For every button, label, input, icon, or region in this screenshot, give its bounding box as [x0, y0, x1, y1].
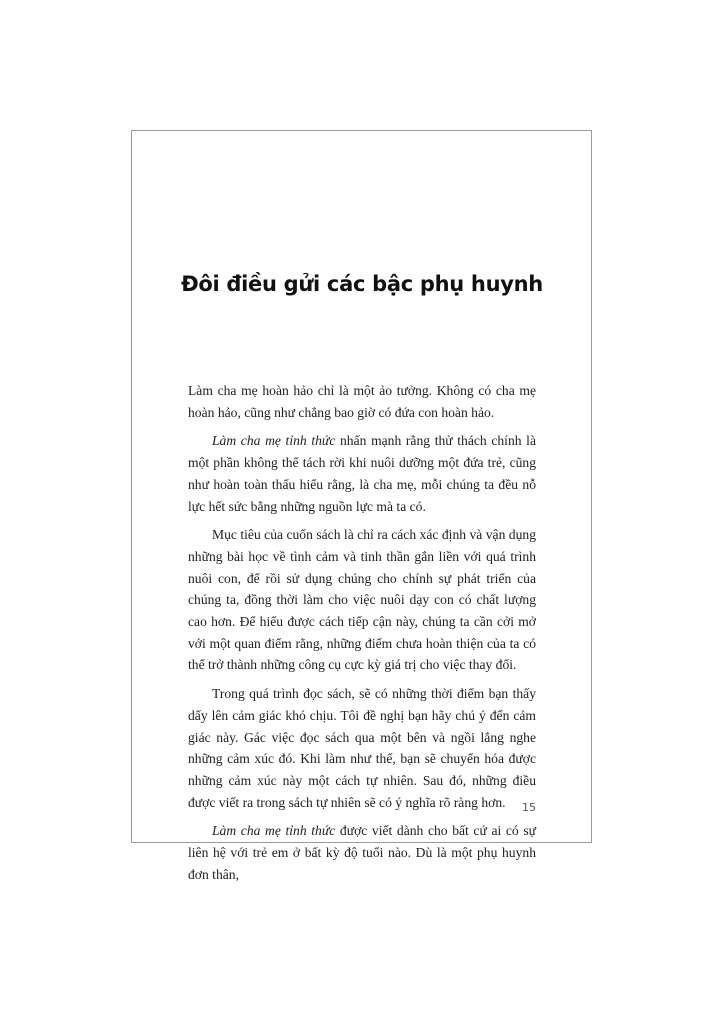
paragraph-5-text: được viết dành cho bất cứ ai có sự liên hệ với trẻ em ở bất kỳ độ tuổi nào. Dù là một phụ huynh đơn thân, [188, 823, 536, 882]
chapter-title: Đôi điều gửi các bậc phụ huynh [181, 272, 543, 296]
paragraph-4-text: Trong quá trình đọc sách, sẽ có những thời điểm bạn thấy dấy lên cảm giác khó chịu. Tôi đề nghị bạn hãy chú ý đến cảm giác này. Gác việc đọc sách qua một bên và ngồi lắng nghe những cảm xúc đó. Khi làm như thế, bạn sẽ chuyển hóa được những cảm xúc này một cách tự nhiên. Sau đó, những điều được viết ra trong sách tự nhiên sẽ có ý nghĩa rõ ràng hơn. [188, 686, 536, 810]
paragraph-1 [188, 380, 536, 423]
paragraph-3 [188, 524, 536, 676]
paragraph-1-text: Làm cha mẹ hoàn hảo chỉ là một ảo tưởng. Không có cha mẹ hoàn hảo, cũng như chẳng bao giờ có đứa con hoàn hảo. [188, 383, 536, 420]
book-title-italic: Làm cha mẹ tỉnh thức [212, 433, 336, 449]
paragraph-5 [188, 820, 536, 885]
page-number: 15 [522, 801, 536, 814]
paragraph-4 [188, 683, 536, 813]
paragraph-2 [188, 430, 536, 517]
paragraph-3-text: Mục tiêu của cuốn sách là chỉ ra cách xác định và vận dụng những bài học về tình cảm và tinh thần gắn liền với quá trình nuôi con, để rồi sử dụng chúng cho chính sự phát triển của chúng ta, đồng thời làm cho việc nuôi dạy con có chất lượng cao hơn. Để hiểu được cách tiếp cận này, chúng ta cần cởi mở với một quan điểm rằng, những điểm chưa hoàn thiện của ta có thể trở thành những công cụ cực kỳ giá trị cho việc thay đổi. [188, 527, 536, 673]
book-title-italic: Làm cha mẹ tỉnh thức [212, 823, 336, 839]
body-text [188, 380, 536, 892]
paragraph-2-text: nhấn mạnh rằng thử thách chính là một phần không thể tách rời khi nuôi dưỡng một đứa trẻ, cũng như hoàn toàn thấu hiểu rằng, là cha mẹ, mỗi chúng ta đều nỗ lực hết sức bằng những nguồn lực mà ta có. [188, 433, 536, 514]
